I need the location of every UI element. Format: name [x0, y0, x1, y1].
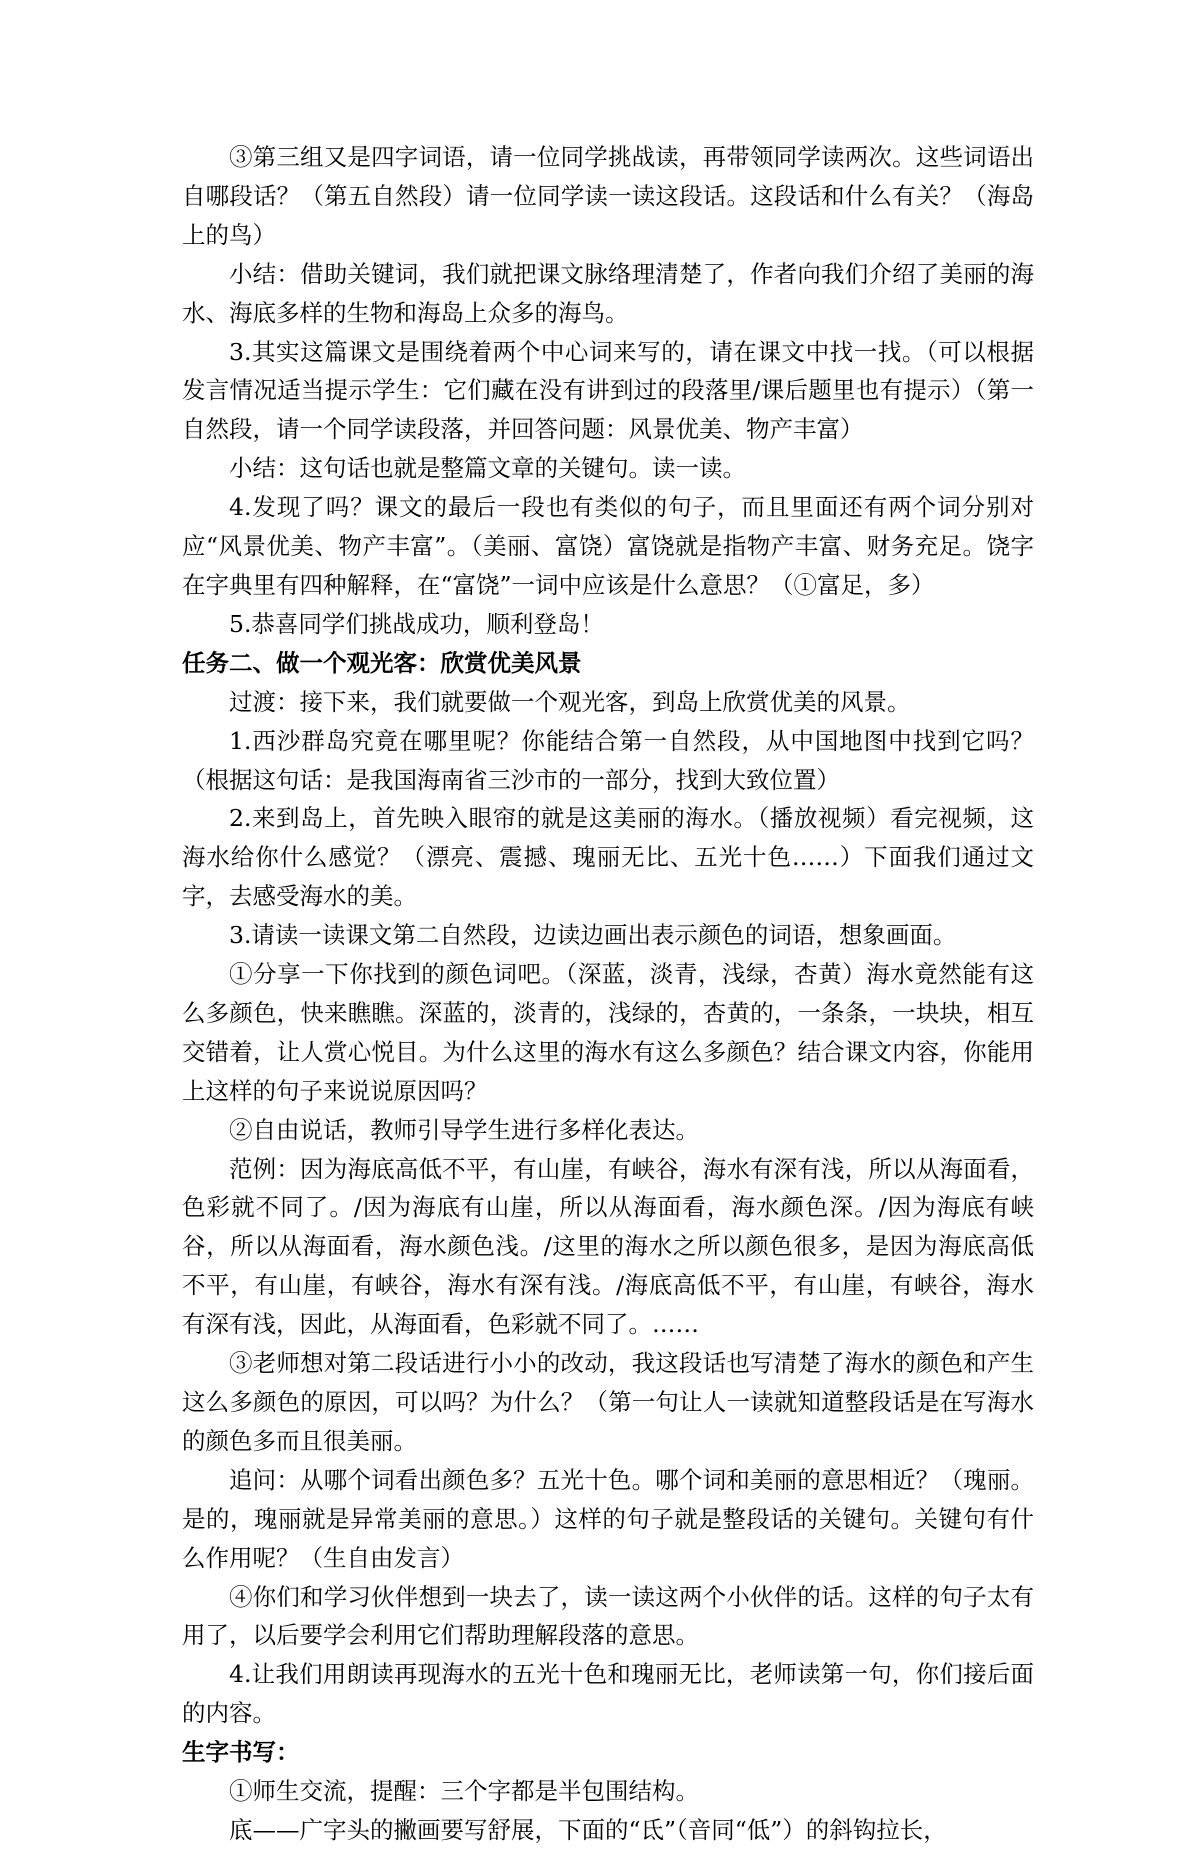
paragraph: 4.让我们用朗读再现海水的五光十色和瑰丽无比，老师读第一句，你们接后面的内容。 [182, 1660, 1034, 1728]
paragraph: ①分享一下你找到的颜色词吧。（深蓝，淡青，浅绿，杏黄）海水竟然能有这么多颜色，快来瞧瞧。深蓝的，淡青的，浅绿的，杏黄的，一条条，一块块，相互交错着，让人赏心悦目。为什么这里的海水有这么多颜色？结合课文内容，你能用上这样的句子来说说原因吗？ [182, 960, 1034, 1105]
document-body [182, 138, 1034, 1850]
section-heading-character-writing: 生字书写： [182, 1738, 300, 1767]
section-heading-task-two: 任务二、做一个观光客：欣赏优美风景 [182, 648, 582, 677]
paragraph: 底——广字头的撇画要写舒展，下面的“氐”（音同“低”）的斜钩拉长， [229, 1815, 947, 1844]
paragraph: 3.其实这篇课文是围绕着两个中心词来写的，请在课文中找一找。（可以根据发言情况适当提示学生：它们藏在没有讲到过的段落里/课后题里也有提示）（第一自然段，请一个同学读段落，并回答问题：风景优美、物产丰富） [182, 337, 1034, 444]
paragraph: ④你们和学习伙伴想到一块去了，读一读这两个小伙伴的话。这样的句子太有用了，以后要学会利用它们帮助理解段落的意思。 [182, 1582, 1034, 1650]
paragraph: 5.恭喜同学们挑战成功，顺利登岛！ [229, 609, 604, 638]
paragraph: 小结：借助关键词，我们就把课文脉络理清楚了，作者向我们介绍了美丽的海水、海底多样的生物和海岛上众多的海鸟。 [182, 259, 1034, 327]
paragraph: ③第三组又是四字词语，请一位同学挑战读，再带领同学读两次。这些词语出自哪段话？（第五自然段）请一位同学读一读这段话。这段话和什么有关？（海岛上的鸟） [182, 143, 1034, 249]
paragraph: ②自由说话，教师引导学生进行多样化表达。 [229, 1115, 699, 1144]
paragraph: 1.西沙群岛究竟在哪里呢？你能结合第一自然段，从中国地图中找到它吗？（根据这句话：是我国海南省三沙市的一部分，找到大致位置） [182, 726, 1034, 794]
paragraph: 小结：这句话也就是整篇文章的关键句。读一读。 [229, 454, 746, 483]
paragraph: ①师生交流，提醒：三个字都是半包围结构。 [229, 1777, 699, 1806]
paragraph: 3.请读一读课文第二自然段，边读边画出表示颜色的词语，想象画面。 [229, 921, 957, 950]
paragraph: 2.来到岛上，首先映入眼帘的就是这美丽的海水。（播放视频）看完视频，这海水给你什么感觉？（漂亮、震撼、瑰丽无比、五光十色……）下面我们通过文字，去感受海水的美。 [182, 804, 1034, 911]
paragraph: ③老师想对第二段话进行小小的改动，我这段话也写清楚了海水的颜色和产生这么多颜色的原因，可以吗？为什么？（第一句让人一读就知道整段话是在写海水的颜色多而且很美丽。 [182, 1349, 1034, 1455]
paragraph: 追问：从哪个词看出颜色多？五光十色。哪个词和美丽的意思相近？（瑰丽。是的，瑰丽就是异常美丽的意思。）这样的句子就是整段话的关键句。关键句有什么作用呢？（生自由发言） [182, 1465, 1034, 1572]
paragraph: 过渡：接下来，我们就要做一个观光客，到岛上欣赏优美的风景。 [229, 687, 911, 716]
paragraph: 范例：因为海底高低不平，有山崖，有峡谷，海水有深有浅，所以从海面看，色彩就不同了。/因为海底有山崖，所以从海面看，海水颜色深。/因为海底有峡谷，所以从海面看，海水颜色浅。/这里的海水之所以颜色很多，是因为海底高低不平，有山崖，有峡谷，海水有深有浅。/海底高低不平，有山崖，有峡谷，海水有深有浅，因此，从海面看，色彩就不同了。…… [182, 1154, 1034, 1339]
paragraph: 4.发现了吗？课文的最后一段也有类似的句子，而且里面还有两个词分别对应“风景优美、物产丰富”。（美丽、富饶）富饶就是指物产丰富、财务充足。饶字在字典里有四种解释，在“富饶”一词中应该是什么意思？（①富足，多） [182, 493, 1034, 599]
